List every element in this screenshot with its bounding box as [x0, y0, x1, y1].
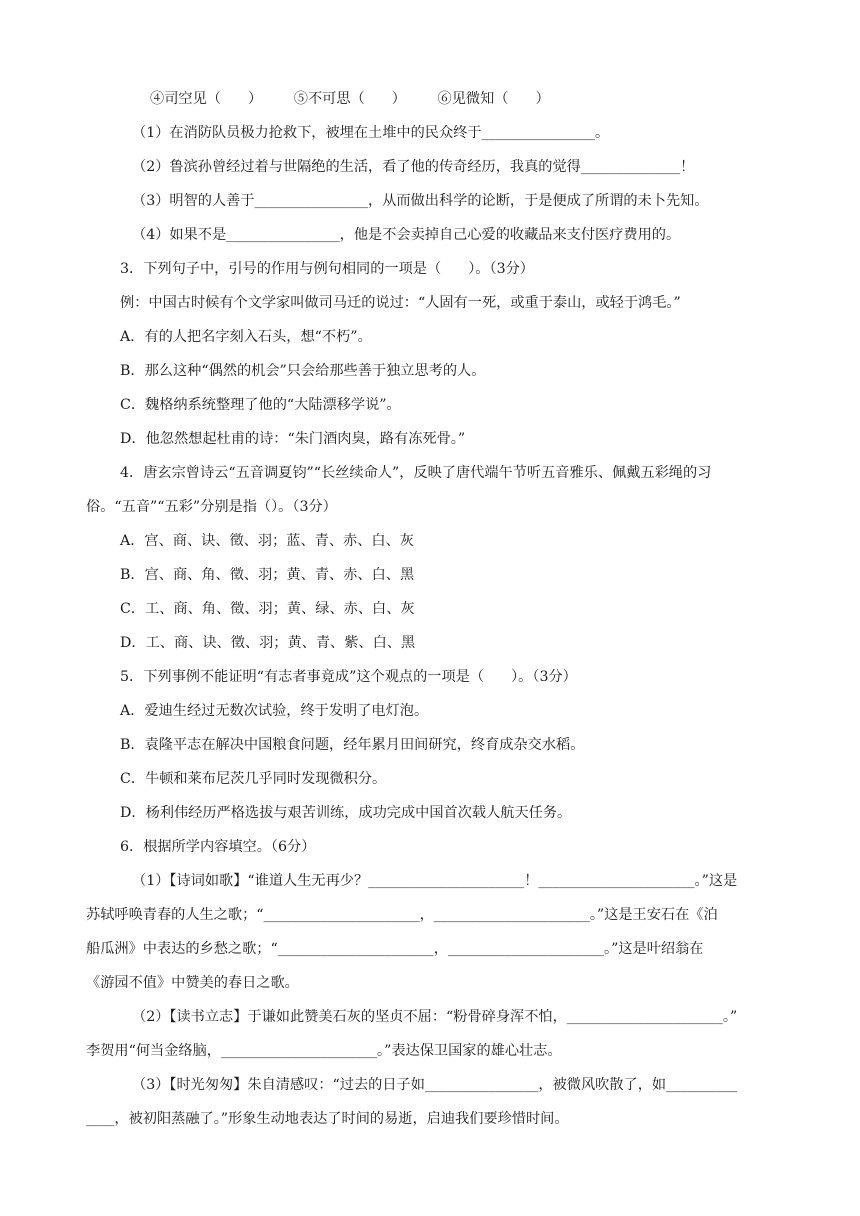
question-6-part-2: （2）【读书立志】于谦如此赞美石灰的坚贞不屈：“粉骨碎身浑不怕，______________________。” — [132, 1009, 738, 1025]
question-5-option-b: B．袁隆平志在解决中国粮食问题，经年累月田间研究，终育成杂交水稻。 — [120, 737, 585, 753]
question-4-stem-cont: 俗。“五音”“五彩”分别是指（）。（3分） — [86, 499, 337, 515]
question-3-option-c: C．魏格纳系统整理了他的“大陆漂移学说”。 — [120, 397, 401, 413]
question-3-option-b: B．那么这种“偶然的机会”只会给那些善于独立思考的人。 — [120, 363, 486, 379]
question-3-option-d: D．他忽然想起杜甫的诗：“朱门酒肉臭，路有冻死骨。” — [120, 431, 466, 447]
question-6-part-1-cont-c: 《游园不值》中赞美的春日之歌。 — [86, 975, 299, 991]
question-5-option-a: A．爱迪生经过无数次试验，终于发明了电灯泡。 — [120, 703, 429, 719]
question-5-option-c: C．牛顿和莱布尼茨几乎同时发现微积分。 — [120, 771, 387, 787]
question-3-stem: 3．下列句子中，引号的作用与例句相同的一项是（ ）。（3分） — [120, 261, 534, 277]
question-2-item-3: （3）明智的人善于________________，从而做出科学的论断，于是便成了所谓的未卜先知。 — [132, 193, 709, 209]
question-2-item-4: （4）如果不是________________，他是不会卖掉自己心爱的收藏品来支付医疗费用的。 — [132, 227, 681, 243]
question-4-option-c: C．工、商、角、徵、羽；黄、绿、赤、白、灰 — [120, 601, 415, 617]
question-6-part-3-cont: ____，被初阳蒸融了。”形象生动地表达了时间的易逝，启迪我们要珍惜时间。 — [86, 1111, 569, 1127]
question-5-option-d: D．杨利伟经历严格选拔与艰苦训练，成功完成中国首次载人航天任务。 — [120, 805, 572, 821]
options-row-4-6: ④司空见（ ） ⑤不可思（ ） ⑥见微知（ ） — [150, 91, 550, 107]
question-4-stem: 4．唐玄宗曾诗云“五音调夏钧”“长丝续命人”，反映了唐代端午节听五音雅乐、佩戴五彩绳的习 — [120, 465, 712, 481]
question-4-option-a: A．宫、商、诀、徵、羽；蓝、青、赤、白、灰 — [120, 533, 414, 549]
question-3-example: 例：中国古时候有个文学家叫做司马迁的说过：“人固有一死，或重于泰山，或轻于鸿毛。” — [120, 295, 681, 311]
question-5-stem: 5．下列事例不能证明“有志者事竟成”这个观点的一项是（ ）。（3分） — [120, 669, 577, 685]
question-6-part-1-cont-b: 船瓜洲》中表达的乡愁之歌；“______________________，______________________。”这是叶绍翁在 — [86, 941, 704, 957]
question-6-part-2-cont: 李贺用“何当金络脑，______________________。”表达保卫国家的雄心壮志。 — [86, 1043, 562, 1059]
question-6-part-1: （1）【诗词如歌】“谁道人生无再少？______________________！______________________。”这是 — [132, 873, 738, 889]
question-6-part-1-cont-a: 苏轼呼唤青春的人生之歌；“______________________，______________________。”这是王安石在《泊 — [86, 907, 718, 923]
question-4-option-b: B．宫、商、角、徵、羽；黄、青、赤、白、黑 — [120, 567, 415, 583]
question-3-option-a: A．有的人把名字刻入石头，想“不朽”。 — [120, 329, 372, 345]
question-6-stem: 6．根据所学内容填空。（6分） — [120, 839, 316, 855]
question-4-option-d: D．工、商、诀、徵、羽；黄、青、紫、白、黑 — [120, 635, 416, 651]
question-2-item-2: （2）鲁滨孙曾经过着与世隔绝的生活，看了他的传奇经历，我真的觉得______________！ — [132, 159, 695, 175]
question-2-item-1: （1）在消防队员极力抢救下，被埋在土堆中的民众终于________________。 — [132, 125, 610, 141]
question-6-part-3: （3）【时光匆匆】朱自清感叹：“过去的日子如________________，被微风吹散了，如__________ — [132, 1077, 738, 1093]
